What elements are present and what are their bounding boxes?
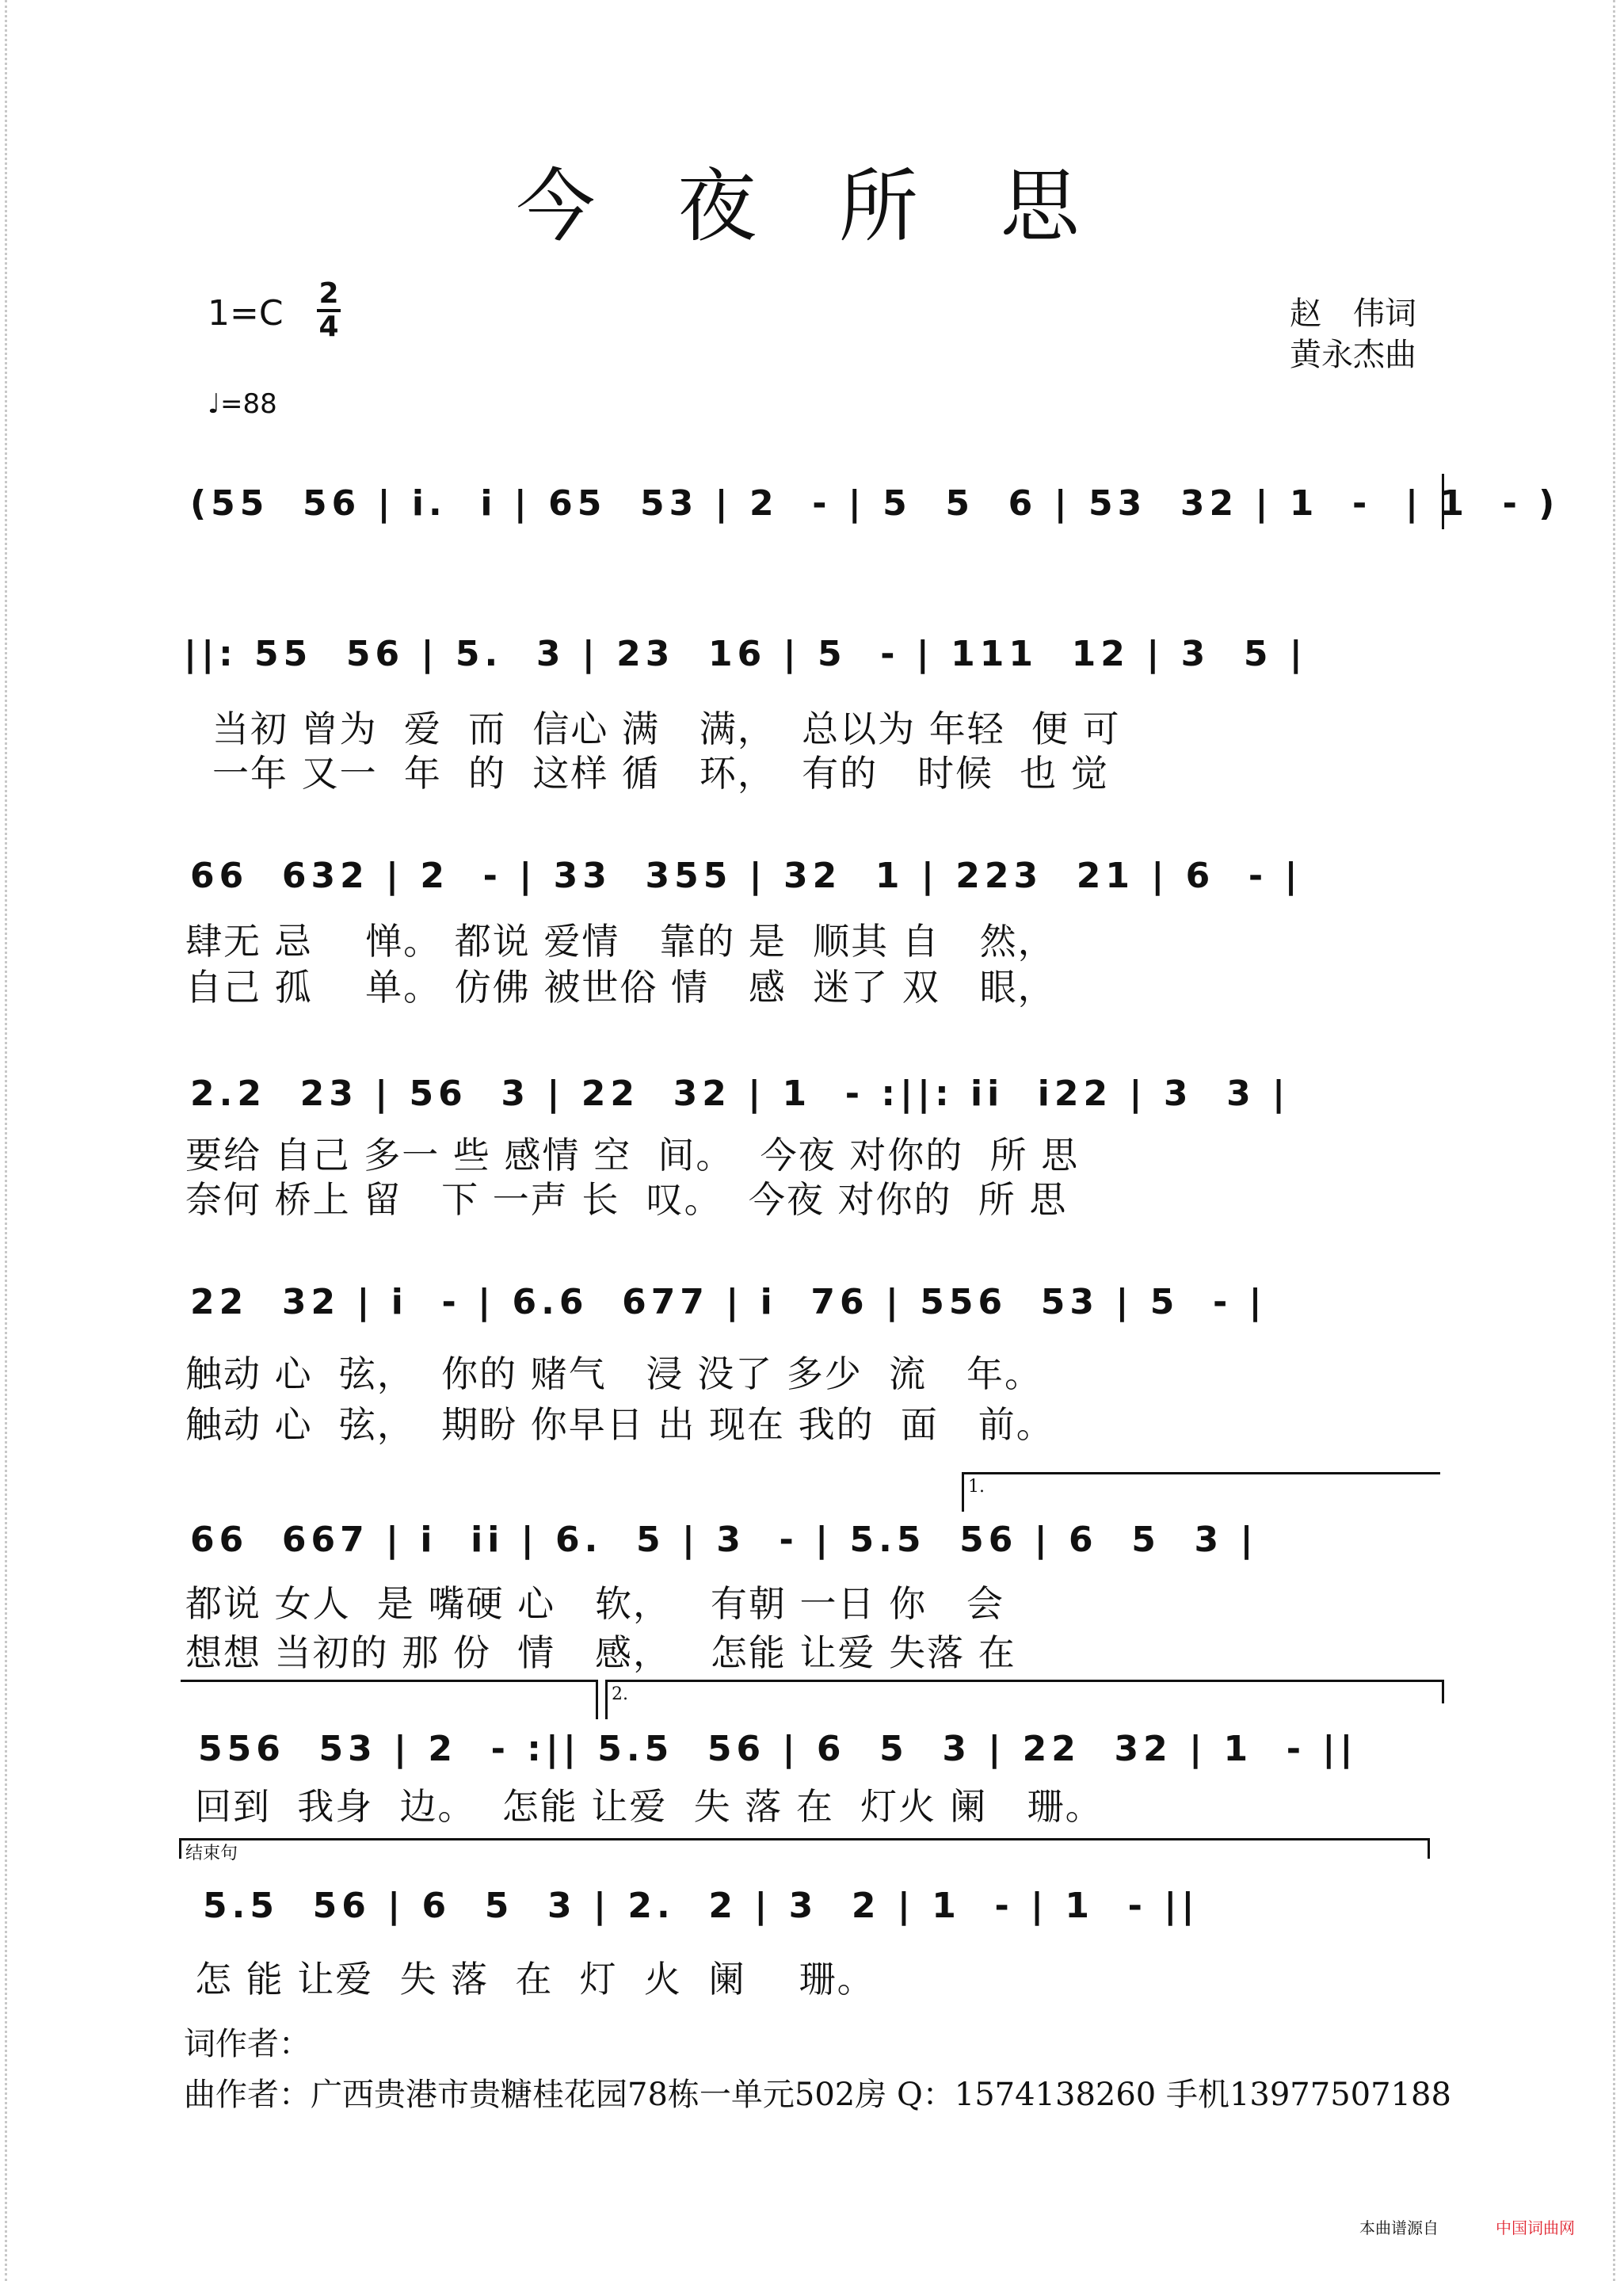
volta-1-bracket xyxy=(962,1472,1440,1474)
left-watermark-strip xyxy=(5,0,12,2281)
tempo-marking: ♩=88 xyxy=(208,388,277,420)
right-watermark-strip xyxy=(1613,0,1620,2281)
lyrics-verse1-line3: 要给 自己 多一 些 感情 空 间。 今夜 对你的 所 思 xyxy=(185,1134,1080,1177)
lyrics-verse2-line4: 触动 心 弦， 期盼 你早日 出 现在 我的 面 前。 xyxy=(185,1403,1054,1446)
volta-1-bracket-left xyxy=(962,1472,964,1512)
footer-composer: 曲作者：广西贵港市贵糖桂花园78栋一单元502房 Q：1574138260 手机13977507188 xyxy=(184,2077,1451,2113)
ending-bracket xyxy=(179,1838,1429,1840)
lyrics-verse2-line1: 一年 又一 年 的 这样 循 环， 有的 时候 也 觉 xyxy=(212,752,1109,795)
time-signature-top: 2 xyxy=(318,277,339,310)
song-title: 今 夜 所 思 xyxy=(516,160,1108,253)
staff-system-6: 556 53 | 2 - :|| 5.5 56 | 6 5 3 | 22 32 | 1 - || xyxy=(198,1729,1358,1769)
lyrics-verse2-line2: 自己 孤 单。 仿佛 被世俗 情 感 迷了 双 眼， xyxy=(185,966,1056,1009)
footer-lyricist: 词作者： xyxy=(184,2026,311,2062)
lyrics-verse1-line1: 当初 曾为 爱 而 信心 满 满， 总以为 年轻 便 可 xyxy=(212,708,1121,750)
ending-label: 结束句 xyxy=(185,1844,238,1863)
volta-2-label: 2. xyxy=(612,1684,628,1704)
staff-system-5: 66 667 | i ii | 6. 5 | 3 - | 5.5 56 | 6 5 3 | xyxy=(190,1520,1258,1560)
volta-2-bracket-right xyxy=(1442,1680,1444,1703)
lyrics-line6: 回到 我身 边。 怎能 让爱 失 落 在 灯火 阑 珊。 xyxy=(195,1785,1104,1828)
lyrics-verse2-line3: 奈何 桥上 留 下 一声 长 叹。 今夜 对你的 所 思 xyxy=(185,1178,1068,1221)
source-text: 本曲谱源自 xyxy=(1359,2218,1439,2237)
staff-system-3: 2.2 23 | 56 3 | 22 32 | 1 - :||: ii i22 | 3 3 | xyxy=(190,1074,1290,1114)
composer-credit: 黄永杰曲 xyxy=(1290,337,1416,373)
staff-system-2: 66 632 | 2 - | 33 355 | 32 1 | 223 21 | 6 - | xyxy=(190,856,1302,896)
staff-system-4: 22 32 | i - | 6.6 677 | i 76 | 556 53 | 5 - | xyxy=(190,1282,1267,1322)
ending-bracket-right xyxy=(1428,1838,1430,1859)
ending-bracket-left xyxy=(179,1838,181,1859)
volta-1-continuation xyxy=(181,1680,596,1682)
staff-system-1: ||: 55 56 | 5. 3 | 23 16 | 5 - | 111 12 | 3 5 | xyxy=(184,634,1307,674)
staff-system-7: 5.5 56 | 6 5 3 | 2. 2 | 3 2 | 1 - | 1 - || xyxy=(203,1886,1199,1926)
lyrics-line7: 怎 能 让爱 失 落 在 灯 火 阑 珊。 xyxy=(195,1958,875,2001)
key-signature: 1=C xyxy=(208,293,284,334)
time-signature-bottom: 4 xyxy=(318,311,339,343)
lyrics-verse2-line5: 想想 当初的 那 份 情 感， 怎能 让爱 失落 在 xyxy=(185,1631,1016,1674)
volta-1-bracket-right xyxy=(596,1680,598,1719)
lyrics-verse1-line2: 肆无 忌 惮。 都说 爱情 靠的 是 顺其 自 然， xyxy=(185,920,1056,963)
staff-system-intro: (55 56 | i. i | 65 53 | 2 - | 5 5 6 | 53 32 | 1 - | 1 - ) xyxy=(190,483,1560,524)
volta-1-label: 1. xyxy=(968,1477,985,1497)
volta-2-bracket-left xyxy=(605,1680,608,1719)
barline-end xyxy=(1442,474,1444,529)
volta-2-bracket xyxy=(605,1680,1443,1682)
lyricist-credit: 赵 伟词 xyxy=(1290,296,1416,332)
credits xyxy=(1290,293,1416,376)
source-brand-link[interactable]: 中国词曲网 xyxy=(1496,2218,1575,2237)
lyrics-verse1-line5: 都说 女人 是 嘴硬 心 软， 有朝 一日 你 会 xyxy=(185,1582,1005,1625)
time-signature xyxy=(317,279,341,342)
lyrics-verse1-line4: 触动 心 弦， 你的 赌气 浸 没了 多少 流 年。 xyxy=(185,1352,1043,1395)
